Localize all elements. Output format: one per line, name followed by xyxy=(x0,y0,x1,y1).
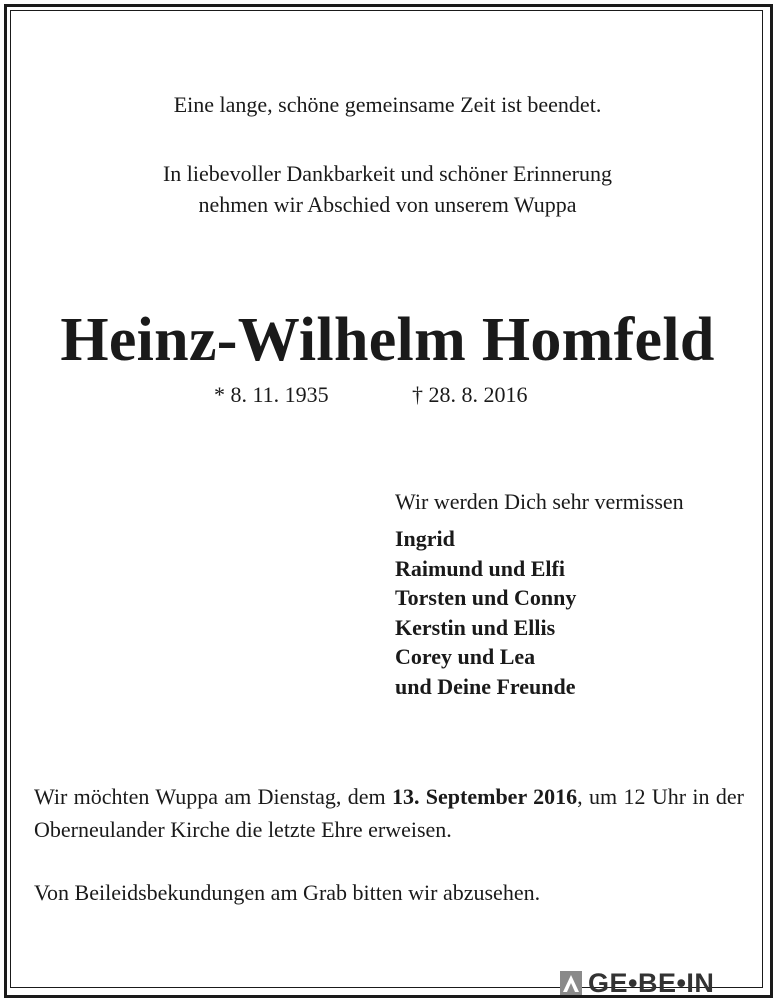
tribute-line-1: In liebevoller Dankbarkeit und schöner Erinnerung xyxy=(162,161,612,186)
mourner-item: Torsten und Conny xyxy=(395,585,577,610)
mourner-item: Ingrid xyxy=(395,526,455,551)
mourners-list xyxy=(395,524,576,701)
publisher-logo xyxy=(560,969,714,997)
ceremony-text-after: , um 12 Uhr in der Oberneulander Kirche die letzte Ehre erweisen. xyxy=(34,784,744,842)
deceased-name: Heinz-Wilhelm Homfeld xyxy=(60,306,715,374)
intro-line: Eine lange, schöne gemeinsame Zeit ist beendet. xyxy=(173,92,602,117)
ceremony-date: 13. September 2016 xyxy=(391,784,578,809)
mourner-item: und Deine Freunde xyxy=(395,673,576,699)
gebein-logo-mark-icon xyxy=(560,971,582,995)
logo-text: GE•BE•IN xyxy=(588,968,715,998)
miss-text: Wir werden Dich sehr vermissen xyxy=(395,489,684,514)
tribute-line-2: nehmen wir Abschied von unserem Wuppa xyxy=(198,192,577,217)
birth-date: * 8. 11. 1935 xyxy=(214,382,329,407)
mourner-item: Raimund und Elfi xyxy=(395,555,565,581)
mourner-item: Corey und Lea xyxy=(395,644,536,669)
death-date: † 28. 8. 2016 xyxy=(412,382,528,407)
ceremony-text-before: Wir möchten Wuppa am Dienstag, dem xyxy=(34,784,392,809)
ceremony-paragraph xyxy=(34,780,744,846)
mourner-item: Kerstin und Ellis xyxy=(395,614,556,640)
condolence-note: Von Beileidsbekundungen am Grab bitten wir abzusehen. xyxy=(34,880,541,905)
